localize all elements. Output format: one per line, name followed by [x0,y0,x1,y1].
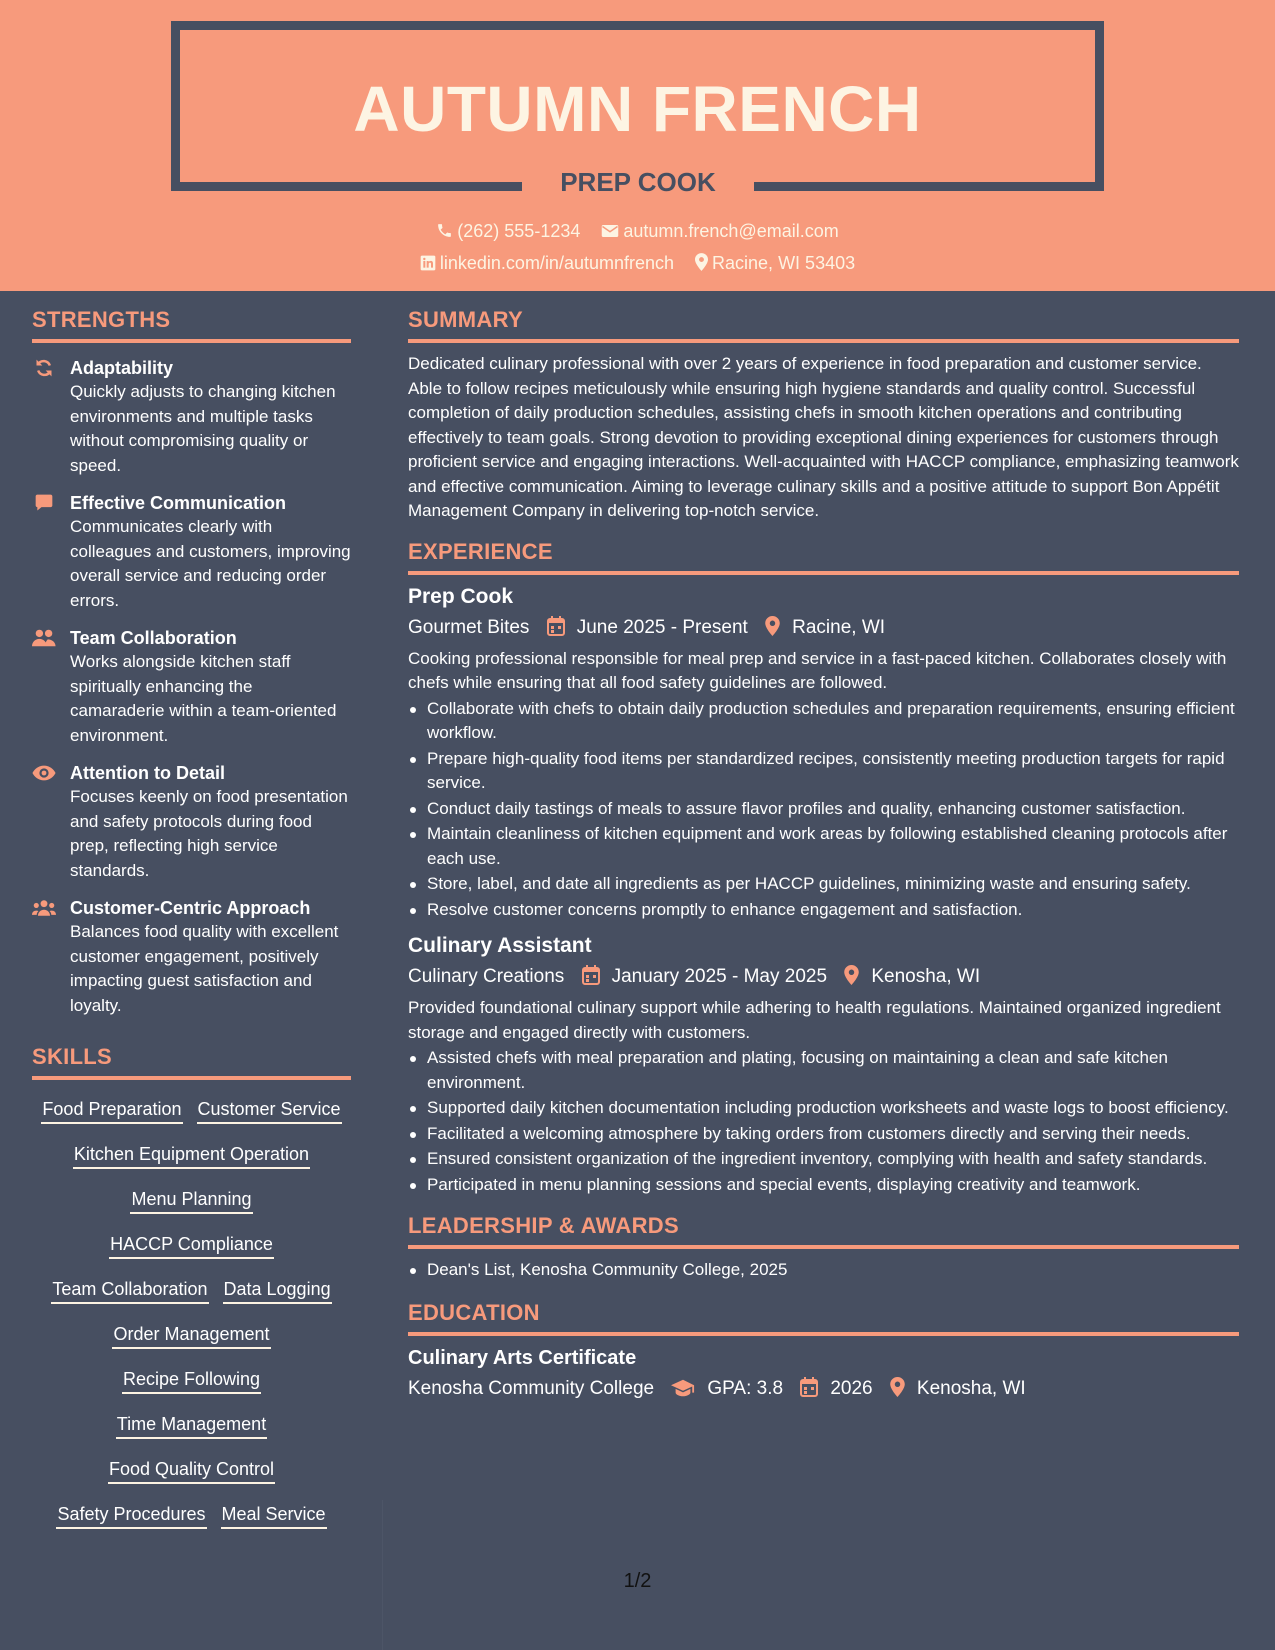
map-pin-icon [844,965,859,985]
job-dates: June 2025 - Present [576,616,748,638]
job-description: Cooking professional responsible for meal prep and service in a fast-paced kitchen. Collaborates closely with chefs while ensuring that all food safety guidelines are followed. [408,648,1227,692]
strength-item: Customer-Centric Approach Balances food quality with excellent customer engagement, positively impacting guest satisfaction and loyalty. [32,896,351,1018]
experience-entry [408,583,1239,923]
skill-tag: Menu Planning [130,1188,252,1214]
chat-icon [32,493,56,513]
education-meta [408,1376,1239,1402]
school-name: Kenosha Community College [408,1377,655,1399]
contact-row-1 [0,221,1275,242]
skill-tag: Food Quality Control [108,1458,275,1484]
calendar-icon [547,616,565,636]
linkedin-icon [420,255,436,271]
skill-tag: Data Logging [223,1278,332,1304]
phone-icon [436,222,453,239]
skill-tag: Customer Service [197,1098,342,1124]
list-item: Collaborate with chefs to obtain daily production schedules and preparation requirements, ensuring efficient workflow. [408,697,1239,746]
skill-tag: Safety Procedures [56,1503,206,1529]
group-icon [32,898,56,918]
map-pin-icon [765,616,780,636]
strength-item: Effective Communication Communicates clearly with colleagues and customers, improving overall service and reducing order errors. [32,491,351,613]
job-meta [408,964,1239,990]
map-pin-icon [695,253,708,271]
list-item: Dean's List, Kenosha Community College, 2025 [408,1258,1239,1283]
list-item: Ensured consistent organization of the ingredient inventory, complying with health and safety standards. [408,1147,1239,1172]
job-role: Prep Cook [408,584,514,608]
phone-contact[interactable]: (262) 555-1234 [436,221,580,242]
job-meta [408,615,1239,641]
contact-row-2 [0,253,1275,274]
map-pin-icon [890,1377,905,1397]
list-item: Prepare high-quality food items per standardized recipes, consistently meeting production targets for rapid service. [408,747,1239,796]
summary-text: Dedicated culinary professional with over 2 years of experience in food preparation and customer service. Able to follow recipes meticulously while ensuring high hygiene standards and quality control. Successful completion of daily production schedules, assisting chefs in smooth kitchen operations and contributing effectively to team goals. Strong devotion to providing exceptional dining experiences for customers through proficient service and engaging interactions. Well-acquainted with HACCP compliance, emphasizing teamwork and effective communication. Aiming to leverage culinary skills and a positive attitude to support Bon Appétit Management Company in delivering top-notch service. [408,354,1239,520]
candidate-name: AUTUMN FRENCH [353,73,922,145]
job-title: PREP COOK [560,167,716,197]
gpa: GPA: 3.8 [707,1377,784,1399]
list-item: Participated in menu planning sessions and special events, displaying creativity and teamwork. [408,1173,1239,1198]
skill-tag: HACCP Compliance [109,1233,274,1259]
job-location: Racine, WI [792,616,886,638]
location-contact: Racine, WI 53403 [695,253,855,274]
strength-item: Team Collaboration Works alongside kitchen staff spiritually enhancing the camaraderie within a team-oriented environment. [32,626,351,748]
job-bullets [408,1046,1239,1197]
list-item: Assisted chefs with meal preparation and plating, focusing on maintaining a clean and safe kitchen environment. [408,1046,1239,1095]
skill-tag: Kitchen Equipment Operation [73,1143,310,1169]
skill-tag: Time Management [116,1413,267,1439]
list-item: Facilitated a welcoming atmosphere by taking orders from customers directly and serving their needs. [408,1122,1239,1147]
education-entry [408,1344,1239,1402]
linkedin-contact[interactable]: linkedin.com/in/autumnfrench [420,253,674,274]
job-dates: January 2025 - May 2025 [611,966,828,987]
strength-item: Attention to Detail Focuses keenly on food presentation and safety protocols during food prep, reflecting high service standards. [32,761,351,883]
envelope-icon [601,223,619,239]
job-description: Provided foundational culinary support while adhering to health regulations. Maintained organized ingredient storage and engaged directly with customers. [408,998,1221,1042]
graduation-year: 2026 [830,1377,873,1399]
skill-tag: Team Collaboration [51,1278,208,1304]
list-item: Conduct daily tastings of meals to assure flavor profiles and quality, enhancing customer satisfaction. [408,797,1239,822]
list-item: Store, label, and date all ingredients as per HACCP guidelines, minimizing waste and ensuring safety. [408,872,1239,897]
strengths-heading: STRENGTHS [32,307,351,343]
resume-header [0,0,1275,291]
job-location: Kenosha, WI [871,966,981,987]
awards-heading: LEADERSHIP & AWARDS [408,1213,1239,1249]
skill-tag: Recipe Following [122,1368,261,1394]
experience-entry [408,932,1239,1197]
users-icon [32,628,56,648]
list-item: Resolve customer concerns promptly to enhance engagement and satisfaction. [408,898,1239,923]
email-contact[interactable]: autumn.french@email.com [601,221,838,242]
graduation-cap-icon [671,1379,695,1397]
skills-heading: SKILLS [32,1044,351,1080]
company-name: Gourmet Bites [408,616,530,638]
school-location: Kenosha, WI [916,1377,1026,1399]
experience-heading: EXPERIENCE [408,539,1239,575]
list-item: Maintain cleanliness of kitchen equipment and work areas by following established cleaning protocols after each use. [408,822,1239,871]
job-bullets [408,697,1239,923]
calendar-icon [582,965,600,985]
skill-tag: Order Management [112,1323,270,1349]
calendar-icon [800,1377,818,1397]
skill-tag: Meal Service [221,1503,327,1529]
skill-tag: Food Preparation [41,1098,182,1124]
sidebar [32,291,351,1542]
skills-list [32,1092,351,1542]
summary-heading: SUMMARY [408,307,1239,343]
company-name: Culinary Creations [408,966,565,987]
job-role: Culinary Assistant [408,934,592,957]
strength-item: Adaptability Quickly adjusts to changing kitchen environments and multiple tasks without compromising quality or speed. [32,356,351,478]
page-number: 1/2 [623,1570,652,1592]
eye-icon [32,763,56,783]
main-column [408,291,1239,1402]
list-item: Supported daily kitchen documentation including production worksheets and waste logs to boost efficiency. [408,1096,1239,1121]
refresh-icon [32,358,56,378]
education-heading: EDUCATION [408,1300,1239,1336]
degree-name: Culinary Arts Certificate [408,1346,637,1369]
awards-list [408,1258,1239,1283]
